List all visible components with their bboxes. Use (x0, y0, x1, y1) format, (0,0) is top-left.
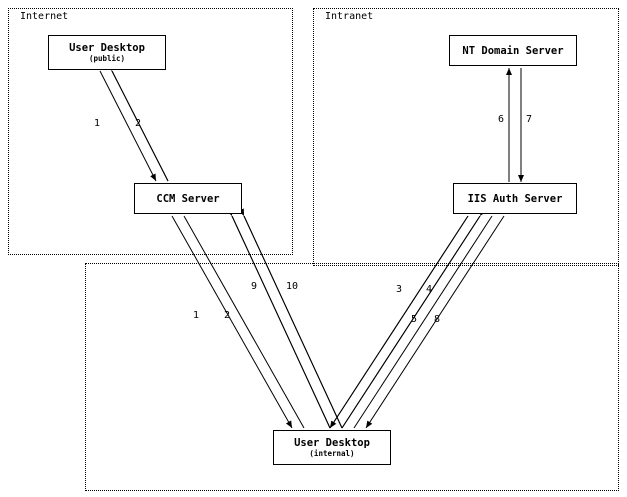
edge-label-1b: 1 (193, 310, 200, 321)
edge-label-5: 5 (411, 314, 418, 325)
zone-internet-label: Internet (20, 11, 69, 22)
edge-label-7: 7 (526, 114, 533, 125)
edge-label-8: 8 (434, 314, 441, 325)
edge-label-3: 3 (396, 284, 403, 295)
edge-label-4: 4 (426, 284, 433, 295)
node-user-desktop-public-subtitle: (public) (88, 53, 126, 63)
edge-label-9: 9 (251, 281, 258, 292)
node-ccm-server[interactable] (134, 183, 242, 214)
node-user-desktop-internal[interactable] (273, 430, 391, 465)
node-user-desktop-public-title: User Desktop (69, 41, 145, 54)
node-user-desktop-public[interactable] (48, 35, 166, 70)
node-iis-auth-server[interactable] (453, 183, 577, 214)
zone-intranet-label: Intranet (325, 11, 374, 22)
node-nt-domain-server-title: NT Domain Server (462, 44, 564, 57)
edge-label-1a: 1 (94, 118, 101, 129)
edge-label-6: 6 (498, 114, 505, 125)
node-nt-domain-server[interactable] (449, 35, 577, 66)
edge-label-10: 10 (286, 281, 299, 292)
node-ccm-server-title: CCM Server (156, 192, 220, 205)
node-user-desktop-internal-subtitle: (internal) (309, 448, 355, 458)
node-iis-auth-server-title: IIS Auth Server (467, 192, 563, 205)
edge-label-2a: 2 (135, 118, 142, 129)
node-user-desktop-internal-title: User Desktop (294, 436, 370, 449)
edge-label-2b: 2 (224, 310, 231, 321)
